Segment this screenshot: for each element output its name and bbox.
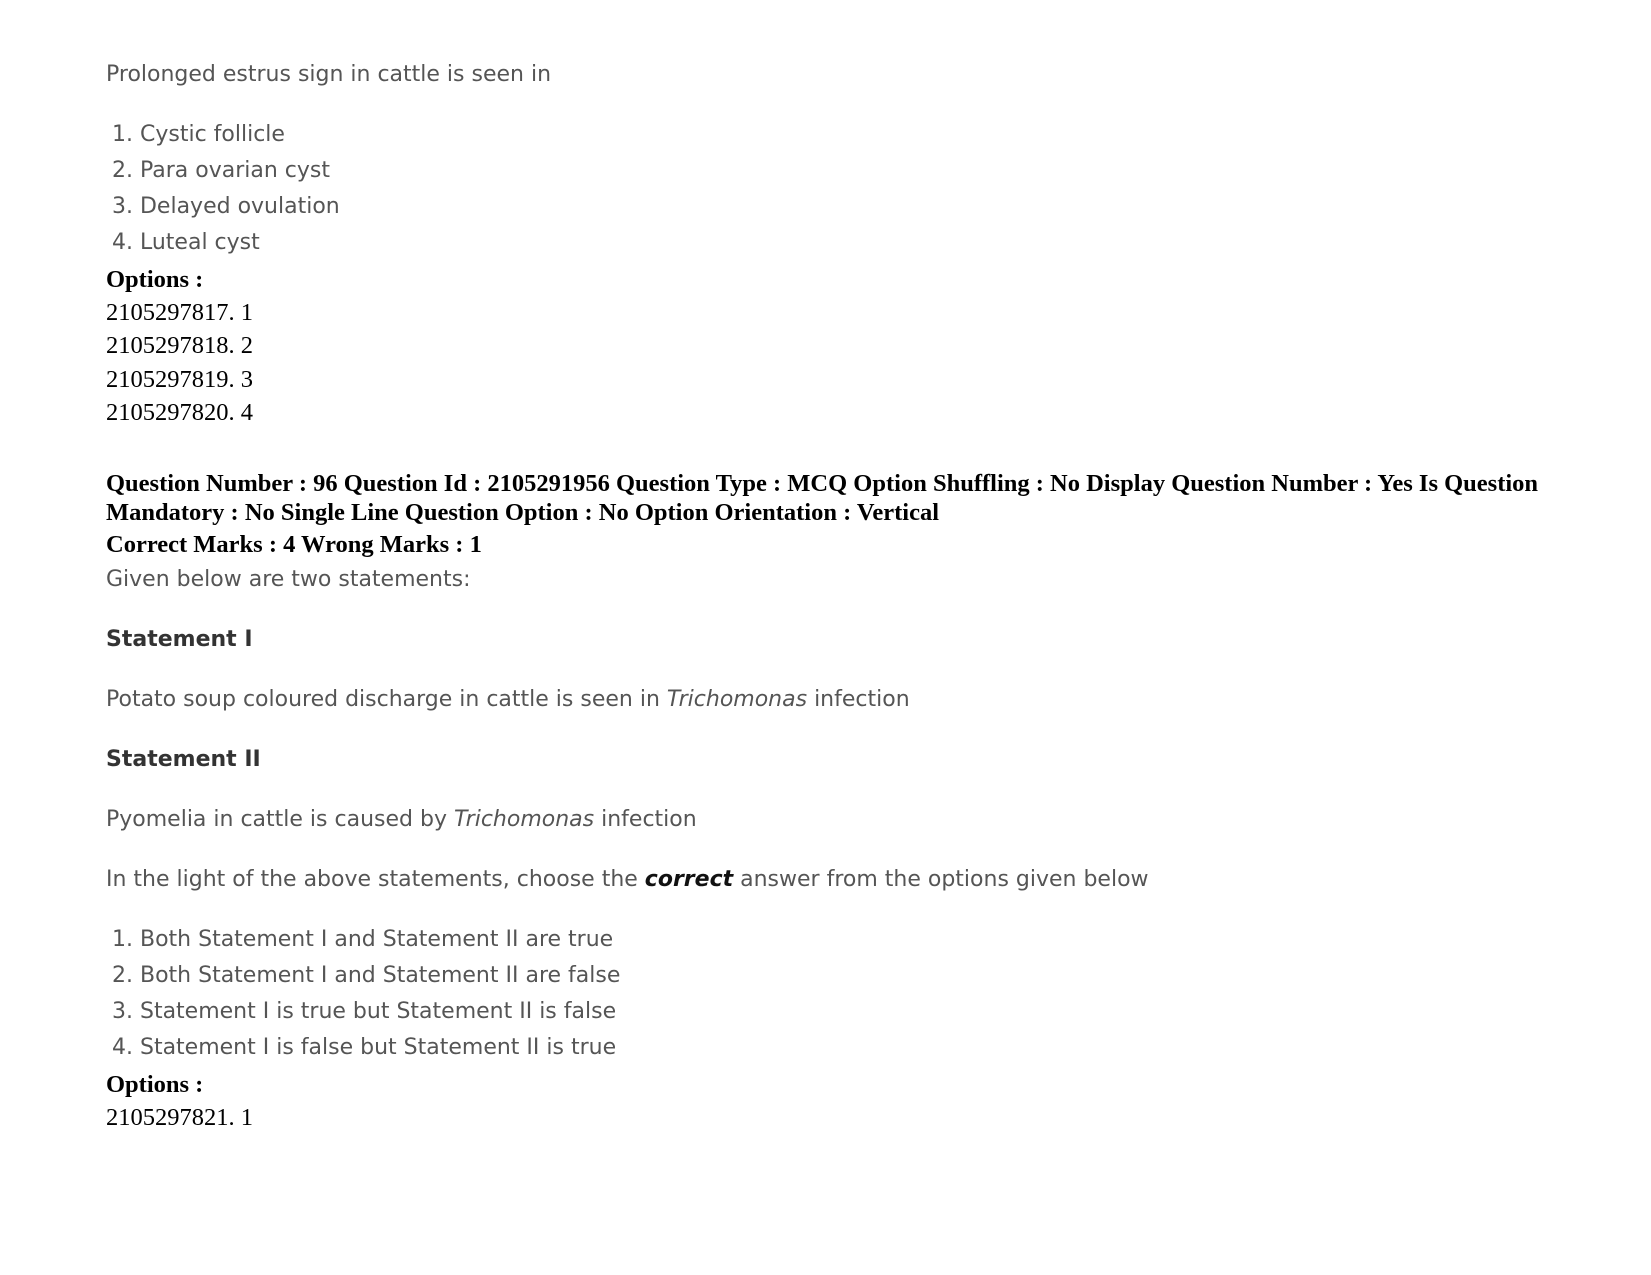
answer-choice: 4. Statement I is false but Statement II is true <box>112 1035 617 1060</box>
statement-heading: Statement I <box>106 627 253 652</box>
question-text: Prolonged estrus sign in cattle is seen in <box>106 62 552 87</box>
statement-text: Potato soup coloured discharge in cattle is seen in Trichomonas infection <box>106 687 910 712</box>
option-id: 2105297818. 2 <box>106 332 253 359</box>
answer-choice: 4. Luteal cyst <box>112 230 260 255</box>
answer-choice: 1. Both Statement I and Statement II are true <box>112 927 614 952</box>
answer-choice: 2. Both Statement I and Statement II are false <box>112 963 621 988</box>
options-label: Options : <box>106 266 204 293</box>
option-id: 2105297819. 3 <box>106 366 253 393</box>
marks-info: Correct Marks : 4 Wrong Marks : 1 <box>106 531 482 558</box>
answer-choice: 2. Para ovarian cyst <box>112 158 331 183</box>
statement-heading: Statement II <box>106 747 261 772</box>
option-id: 2105297817. 1 <box>106 299 253 326</box>
answer-choice: 3. Delayed ovulation <box>112 194 340 219</box>
answer-choice: 3. Statement I is true but Statement II is false <box>112 999 617 1024</box>
answer-choice: 1. Cystic follicle <box>112 122 285 147</box>
question-metadata: Question Number : 96 Question Id : 2105291956 Question Type : MCQ Option Shuffling : No Display Question Number : Yes Is Question Mandatory : No Single Line Question Option : No Option Orientation : Vertical <box>106 470 1539 526</box>
question-instruction: In the light of the above statements, choose the correct answer from the options given below <box>106 867 1149 892</box>
option-id: 2105297820. 4 <box>106 399 253 426</box>
question-intro: Given below are two statements: <box>106 567 471 592</box>
statement-text: Pyomelia in cattle is caused by Trichomonas infection <box>106 807 697 832</box>
options-label: Options : <box>106 1071 204 1098</box>
option-id: 2105297821. 1 <box>106 1104 253 1131</box>
